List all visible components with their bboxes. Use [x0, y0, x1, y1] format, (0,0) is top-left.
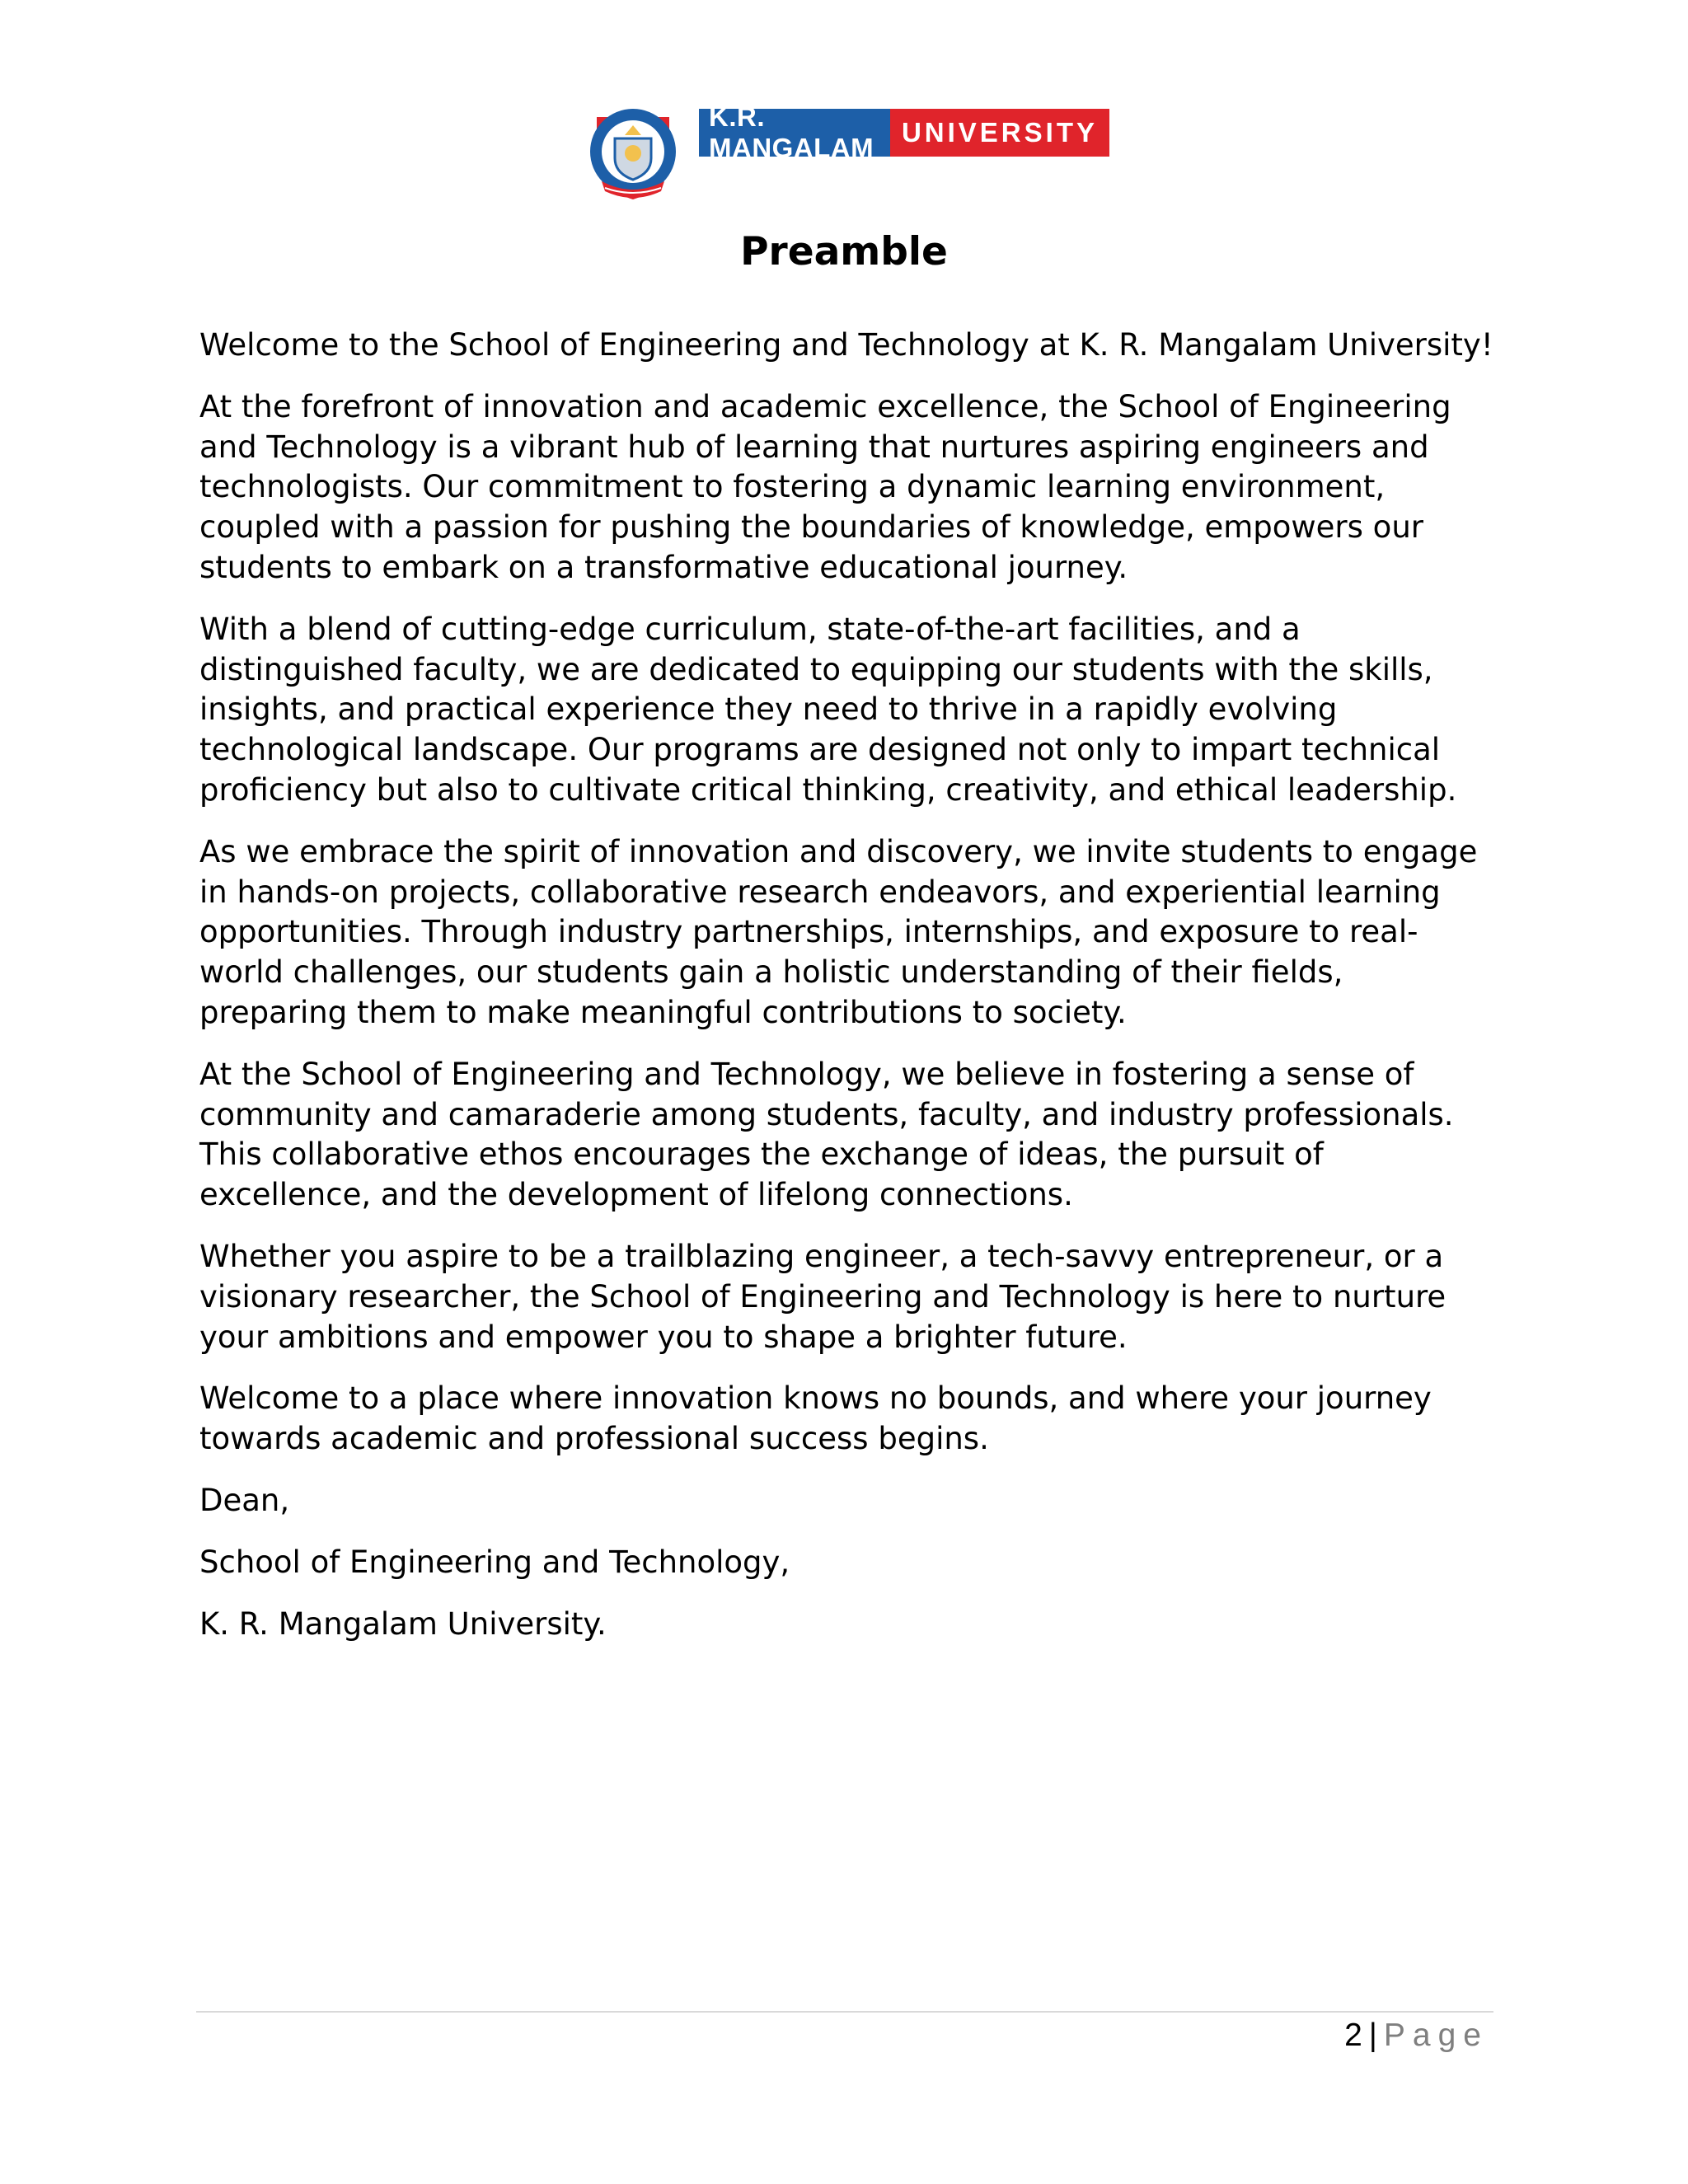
footer-separator: | — [1368, 2018, 1377, 2053]
page-number: 2 — [1344, 2018, 1362, 2053]
university-seal-icon — [582, 105, 684, 201]
paragraph-innovation: As we embrace the spirit of innovation and discovery, we invite students to engage in hands-on projects, collaborative research endeavors, and experiential learning opportunities. Through industry partnerships, internships, and exposure to real-world challenges, our students gain a holistic understanding of their fields, preparing them to make meaningful contributions to society. — [199, 833, 1478, 1030]
page-title: Preamble — [740, 229, 948, 274]
page-footer — [1344, 2018, 1489, 2054]
university-wordmark — [699, 101, 1109, 163]
signature-role: Dean, — [199, 1482, 290, 1518]
signature-university: K. R. Mangalam University. — [199, 1605, 607, 1642]
paragraph-welcome: Welcome to the School of Engineering and Technology at K. R. Mangalam University! — [199, 327, 1493, 363]
paragraph-community: At the School of Engineering and Technology, we believe in fostering a sense of community and camaraderie among students, faculty, and industry professionals. This collaborative ethos encourages the exchange of ideas, the pursuit of excellence, and the development of lifelong connections. — [199, 1056, 1454, 1213]
university-logo — [582, 101, 1109, 201]
signature-school: School of Engineering and Technology, — [199, 1544, 790, 1580]
paragraph-curriculum: With a blend of cutting-edge curriculum, state-of-the-art facilities, and a distinguished faculty, we are dedicated to equipping our students with the skills, insights, and practical experience they need to thrive in a rapidly evolving technological landscape. Our programs are designed not only to impart technical proficiency but also to cultivate critical thinking, creativity, and ethical leadership. — [199, 611, 1457, 808]
wordmark-university: UNIVERSITY — [890, 109, 1109, 157]
footer-divider — [196, 2011, 1493, 2013]
page-label: Page — [1383, 2018, 1489, 2053]
paragraph-closing: Welcome to a place where innovation knows no bounds, and where your journey towards academic and professional success begins. — [199, 1380, 1432, 1457]
paragraph-forefront: At the forefront of innovation and academic excellence, the School of Engineering and Technology is a vibrant hub of learning that nurtures aspiring engineers and technologists. Our commitment to fostering a dynamic learning environment, coupled with a passion for pushing the boundaries of knowledge, empowers our students to embark on a transformative educational journey. — [199, 388, 1451, 585]
document-body — [199, 326, 1498, 1666]
wordmark-name: K.R. MANGALAM — [699, 109, 890, 157]
paragraph-aspire: Whether you aspire to be a trailblazing engineer, a tech-savvy entrepreneur, or a visionary researcher, the School of Engineering and Technology is here to nurture your ambitions and empower you to shape a brighter future. — [199, 1238, 1447, 1355]
